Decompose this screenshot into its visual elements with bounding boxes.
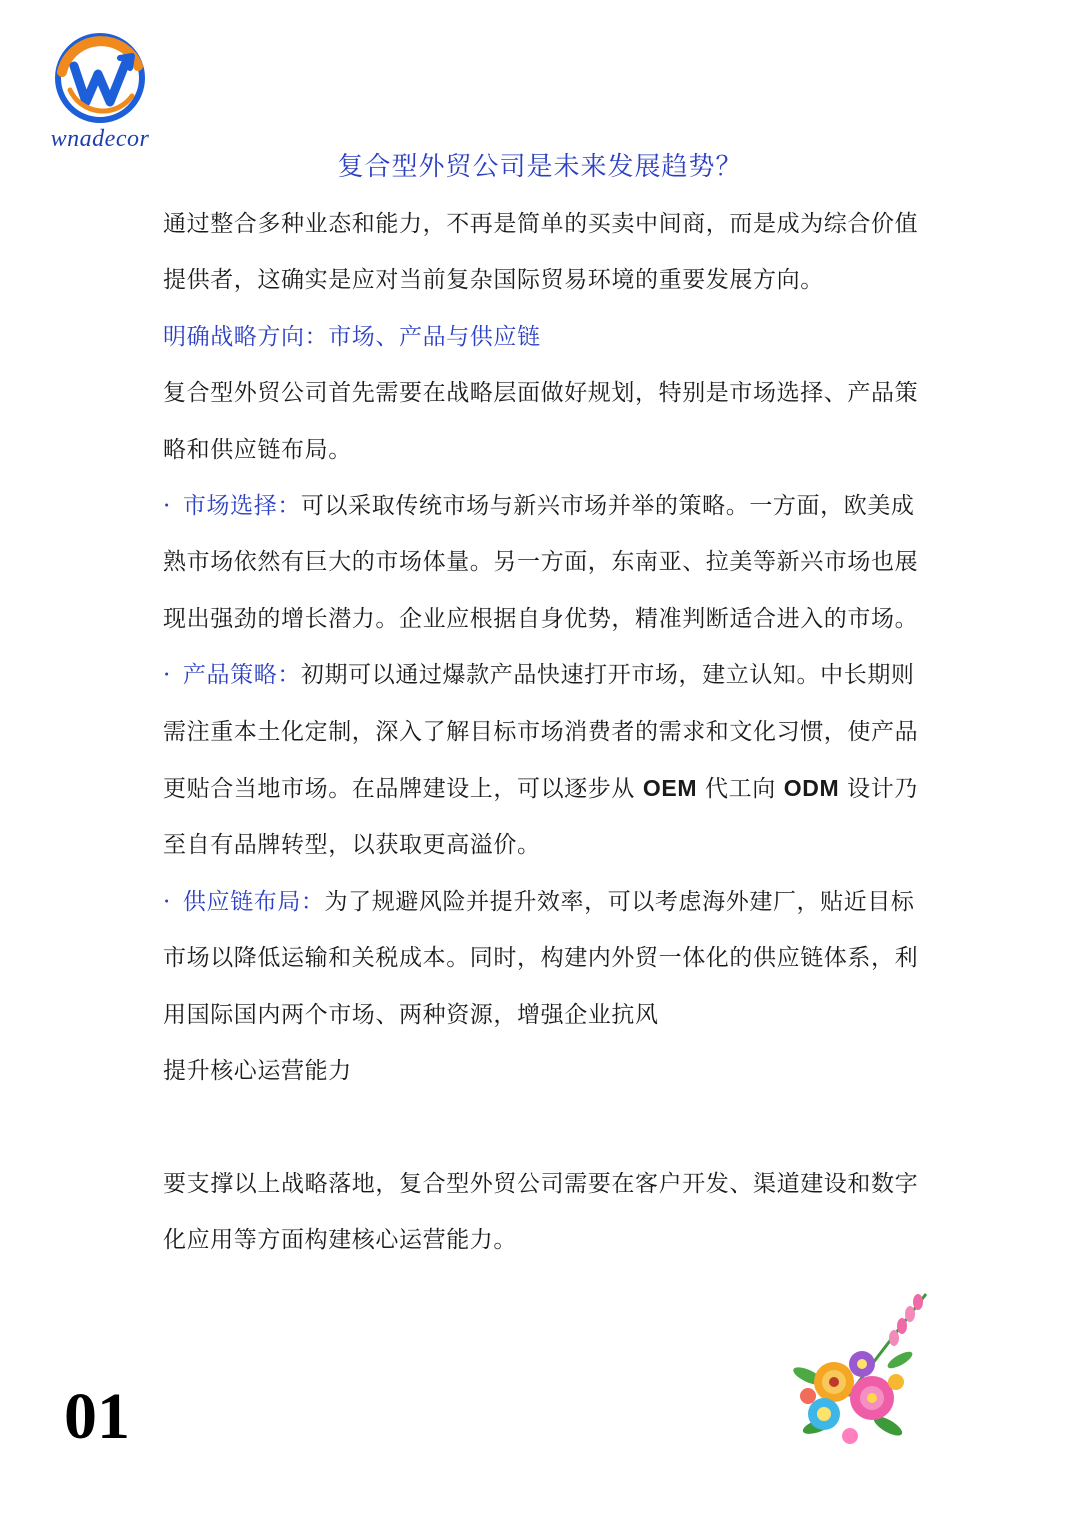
bullet-dot-icon: · <box>163 888 171 915</box>
bullet-supply-chain <box>163 874 933 1043</box>
intro-paragraph: 通过整合多种业态和能力，不再是简单的买卖中间商，而是成为综合价值提供者，这确实是应对当前复杂国际贸易环境的重要发展方向。 <box>163 211 919 294</box>
bullet-label: 市场选择： <box>182 493 301 520</box>
brand-name: wnadecor <box>50 126 150 152</box>
oem-term: OEM <box>642 775 698 802</box>
bullet-market-selection <box>163 478 933 647</box>
page-title: 复合型外贸公司是未来发展趋势？ <box>337 152 743 182</box>
bullet-text: 初期可以通过爆款产品快速打开市场，建立认知。中长期则需注重本土化定制，深入了解目标市场消费者的需求和文化习惯，使产品更贴合当地市场。在品牌建设上，可以逐步从 <box>163 662 919 803</box>
bullet-supply-chain-continued: 提升核心运营能力 <box>163 1058 352 1085</box>
closing-paragraph: 要支撑以上战略落地，复合型外贸公司需要在客户开发、渠道建设和数字化应用等方面构建核心运营能力。 <box>163 1170 919 1253</box>
odm-term: ODM <box>783 775 840 802</box>
flower-bouquet-decoration <box>778 1286 938 1456</box>
bullet-label: 供应链布局： <box>182 888 325 915</box>
section-intro-paragraph: 复合型外贸公司首先需要在战略层面做好规划，特别是市场选择、产品策略和供应链布局。 <box>163 380 919 463</box>
page-number: 01 <box>64 1380 130 1453</box>
wnadecor-logo-icon <box>40 32 160 128</box>
flower-icon <box>778 1286 938 1456</box>
paragraph-gap <box>163 1100 933 1156</box>
bullet-label: 产品策略： <box>182 662 301 689</box>
brand-logo <box>40 32 160 162</box>
bullet-text: 设计乃至自有品牌转型，以获取更高溢价。 <box>163 776 918 859</box>
bullet-dot-icon: · <box>163 662 171 689</box>
bullet-dot-icon: · <box>163 493 171 520</box>
bullet-product-strategy <box>163 647 933 874</box>
article-body <box>163 196 933 1268</box>
bullet-text: 代工向 <box>697 776 784 803</box>
bullet-text: 为了规避风险并提升效率，可以考虑海外建厂，贴近目标市场以降低运输和关税成本。同时，构建内外贸一体化的供应链体系，利用国际国内两个市场、两种资源，增强企业抗风 <box>163 888 919 1028</box>
section-heading: 明确战略方向：市场、产品与供应链 <box>163 323 541 350</box>
bullet-text: 可以采取传统市场与新兴市场并举的策略。一方面，欧美成熟市场依然有巨大的市场体量。另一方面，东南亚、拉美等新兴市场也展现出强劲的增长潜力。企业应根据自身优势，精准判断适合进入的市场。 <box>163 493 919 632</box>
